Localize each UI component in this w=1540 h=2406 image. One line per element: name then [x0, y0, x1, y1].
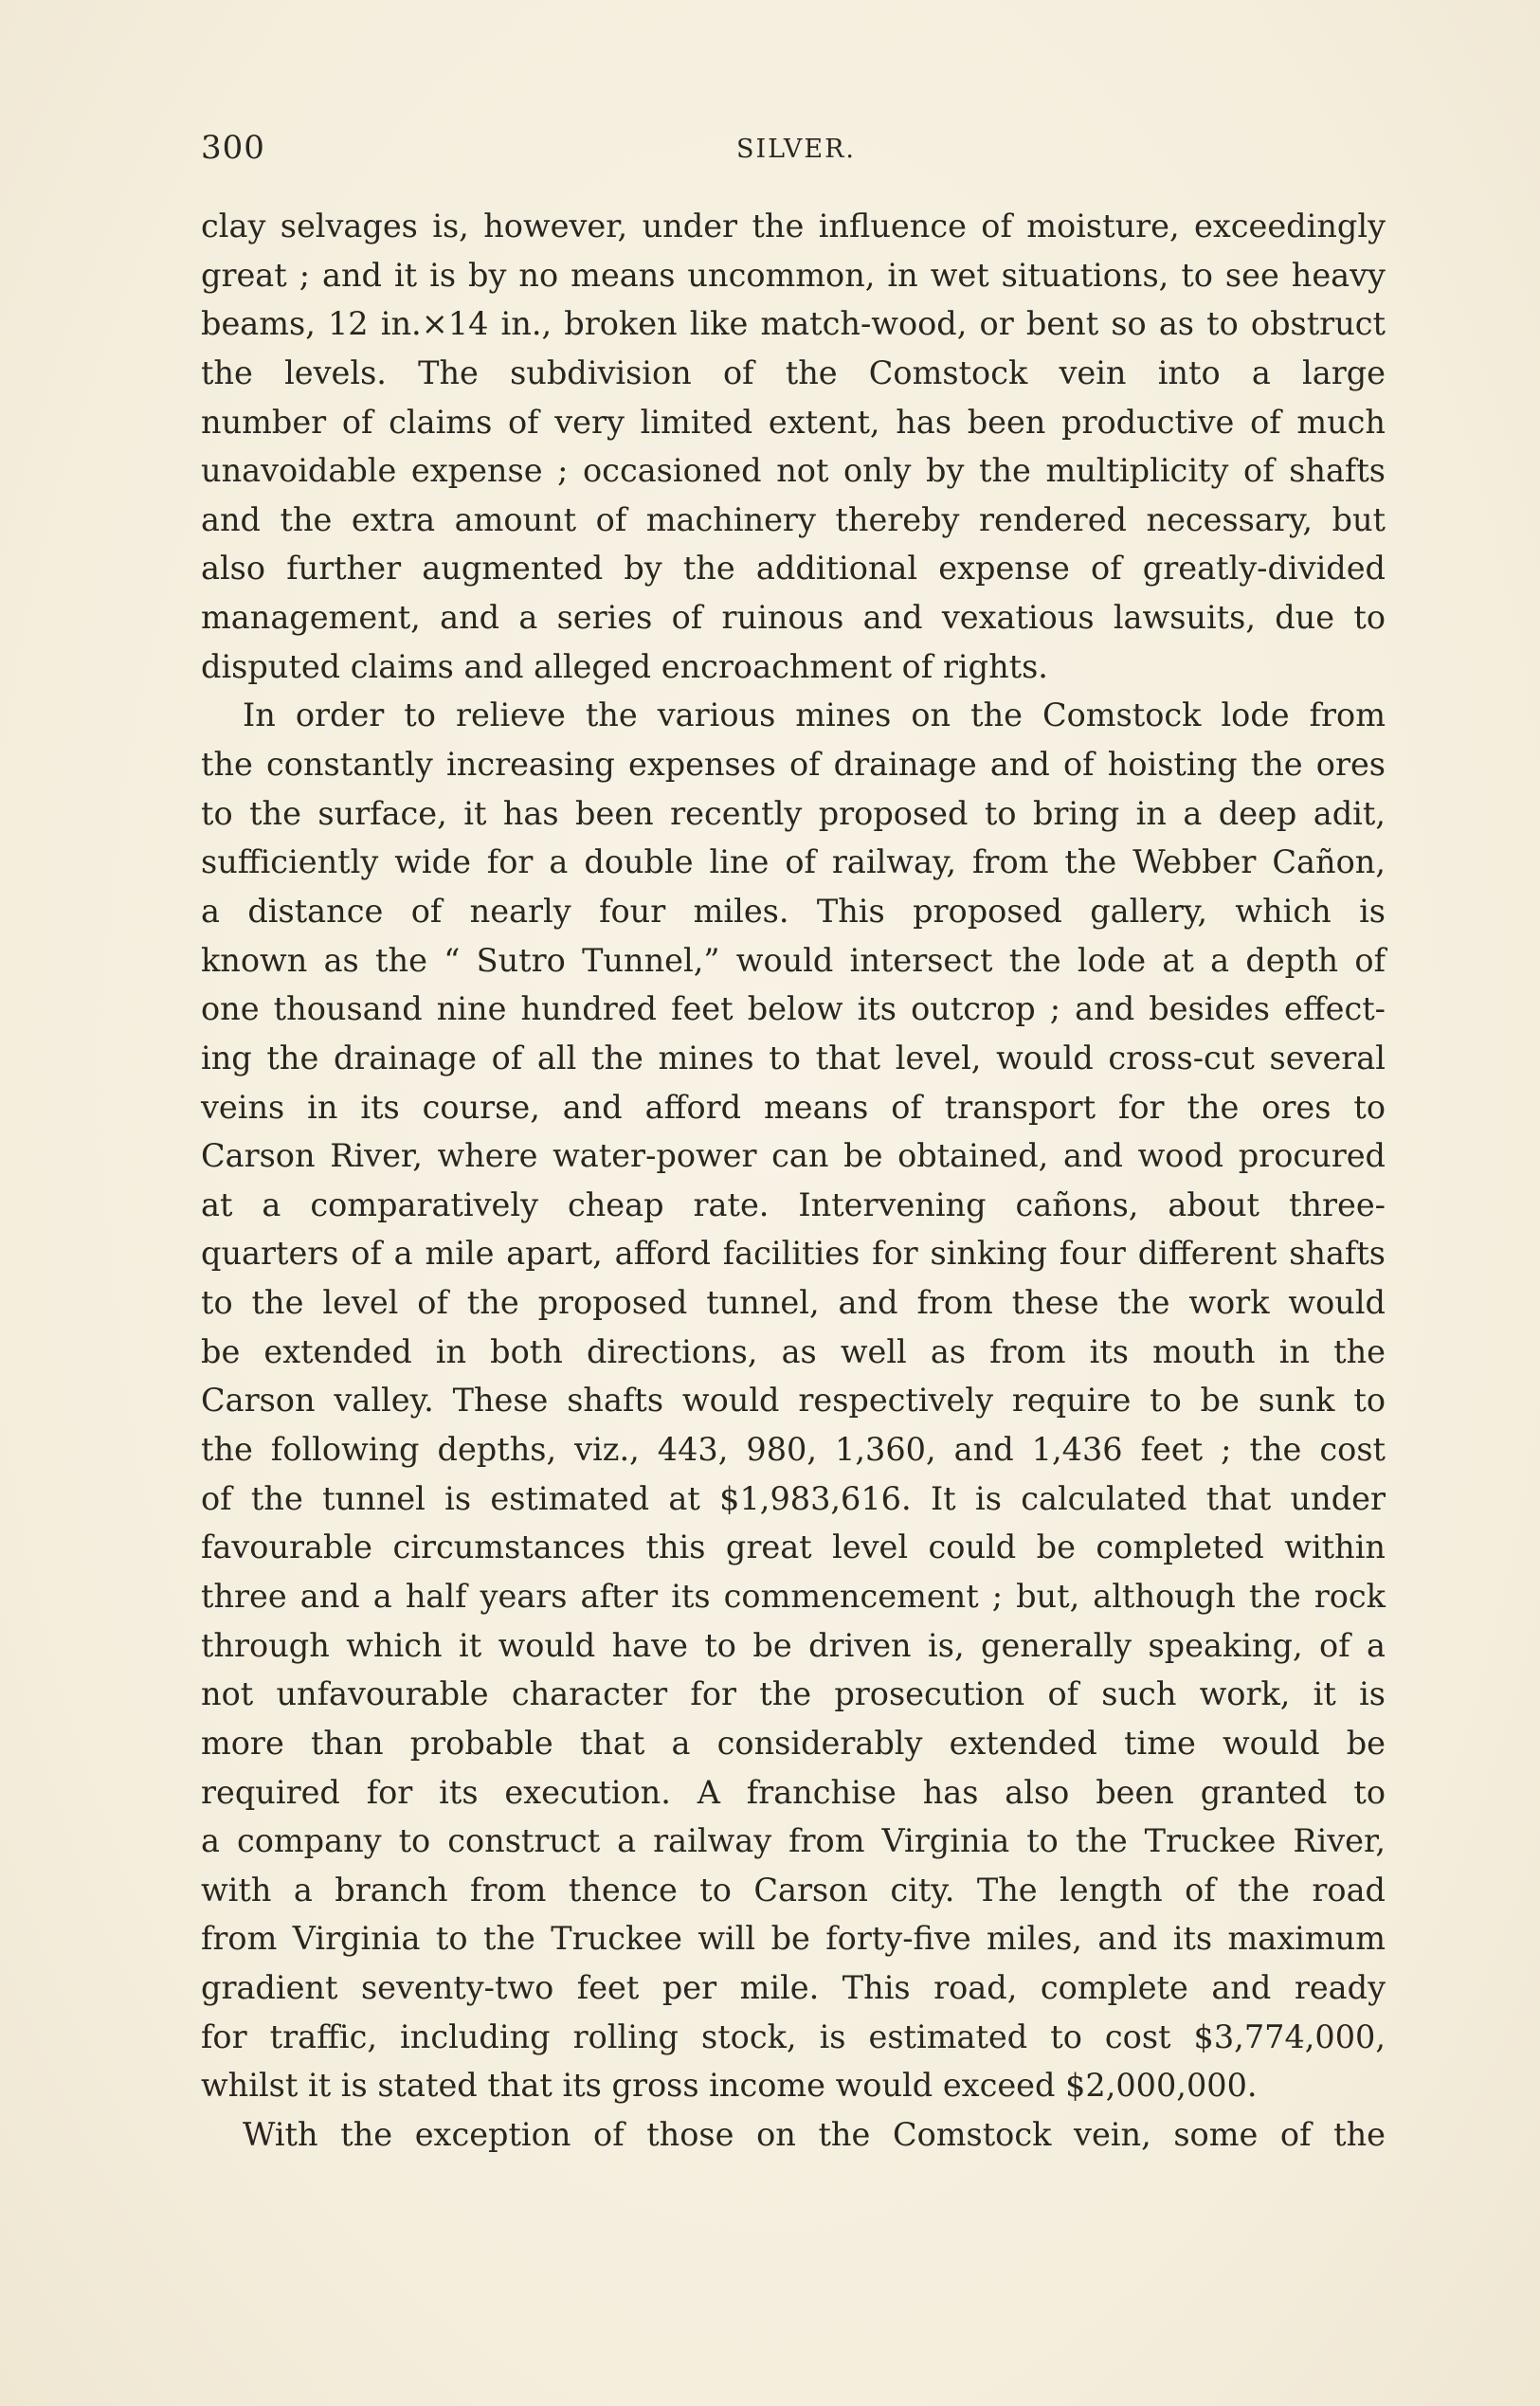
text-line: gradient seventy-two feet per mile. This road, complete and ready — [201, 1969, 1386, 2007]
text-line: With the exception of those on the Comstock vein, some of the — [243, 2115, 1386, 2153]
text-line: disputed claims and alleged encroachment of rights. — [201, 647, 1048, 685]
text-line: known as the “ Sutro Tunnel,” would intersect the lode at a depth of — [201, 941, 1386, 979]
text-line: great ; and it is by no means uncommon, in wet situations, to see heavy — [201, 256, 1386, 294]
running-title: SILVER. — [736, 135, 857, 164]
text-line: to the surface, it has been recently proposed to bring in a deep adit, — [201, 794, 1386, 832]
text-line: the levels. The subdivision of the Comstock vein into a large — [201, 353, 1386, 391]
running-head — [201, 129, 1376, 176]
text-line: Carson valley. These shafts would respectively require to be sunk to — [201, 1382, 1386, 1420]
text-line: unavoidable expense ; occasioned not only by the multiplicity of shafts — [201, 452, 1386, 490]
text-line: beams, 12 in.×14 in., broken like match-wood, or bent so as to obstruct — [201, 305, 1386, 343]
text-line: more than probable that a considerably extended time would be — [201, 1724, 1386, 1762]
text-line: ing the drainage of all the mines to that level, would cross-cut several — [201, 1039, 1386, 1076]
text-line: through which it would have to be driven is, generally speaking, of a — [201, 1626, 1386, 1664]
text-line: three and a half years after its commencement ; but, although the rock — [201, 1577, 1386, 1615]
text-line: clay selvages is, however, under the influence of moisture, exceedingly — [201, 208, 1386, 244]
text-line: a company to construct a railway from Virginia to the Truckee River, — [201, 1822, 1386, 1860]
text-line: one thousand nine hundred feet below its outcrop ; and besides effect- — [201, 990, 1386, 1028]
text-line: quarters of a mile apart, afford facilities for sinking four different shafts — [201, 1235, 1386, 1273]
text-line: required for its execution. A franchise has also been granted to — [201, 1773, 1386, 1811]
body-text — [201, 202, 1386, 2160]
text-line: of the tunnel is estimated at $1,983,616. It is calculated that under — [201, 1479, 1386, 1517]
text-line: the following depths, viz., 443, 980, 1,360, and 1,436 feet ; the cost — [201, 1431, 1386, 1469]
text-line: not unfavourable character for the prosecution of such work, it is — [201, 1675, 1386, 1713]
text-line: at a comparatively cheap rate. Intervening cañons, about three- — [201, 1185, 1386, 1223]
text-line: be extended in both directions, as well as from its mouth in the — [201, 1332, 1386, 1370]
text-line: the constantly increasing expenses of drainage and of hoisting the ores — [201, 746, 1386, 784]
text-line: veins in its course, and afford means of transport for the ores to — [201, 1088, 1386, 1126]
text-line: from Virginia to the Truckee will be forty-five miles, and its maximum — [201, 1920, 1386, 1958]
text-line: also further augmented by the additional expense of greatly-divided — [201, 550, 1386, 588]
text-line: favourable circumstances this great level could be completed within — [201, 1529, 1386, 1566]
text-line: whilst it is stated that its gross income would exceed $2,000,000. — [201, 2067, 1258, 2105]
text-line: In order to relieve the various mines on the Comstock lode from — [243, 696, 1386, 734]
text-line: to the level of the proposed tunnel, and from these the work would — [201, 1284, 1386, 1322]
text-line: with a branch from thence to Carson city. The length of the road — [201, 1871, 1386, 1909]
text-line: sufficiently wide for a double line of railway, from the Webber Cañon, — [201, 843, 1386, 881]
text-line: and the extra amount of machinery thereby rendered necessary, but — [201, 500, 1386, 538]
page-number: 300 — [201, 129, 265, 167]
text-line: a distance of nearly four miles. This proposed gallery, which is — [201, 892, 1386, 930]
text-line: management, and a series of ruinous and vexatious lawsuits, due to — [201, 599, 1386, 637]
text-line: for traffic, including rolling stock, is estimated to cost $3,774,000, — [201, 2017, 1386, 2055]
text-line: Carson River, where water-power can be obtained, and wood procured — [201, 1137, 1386, 1175]
text-line: number of claims of very limited extent, has been productive of much — [201, 403, 1386, 441]
